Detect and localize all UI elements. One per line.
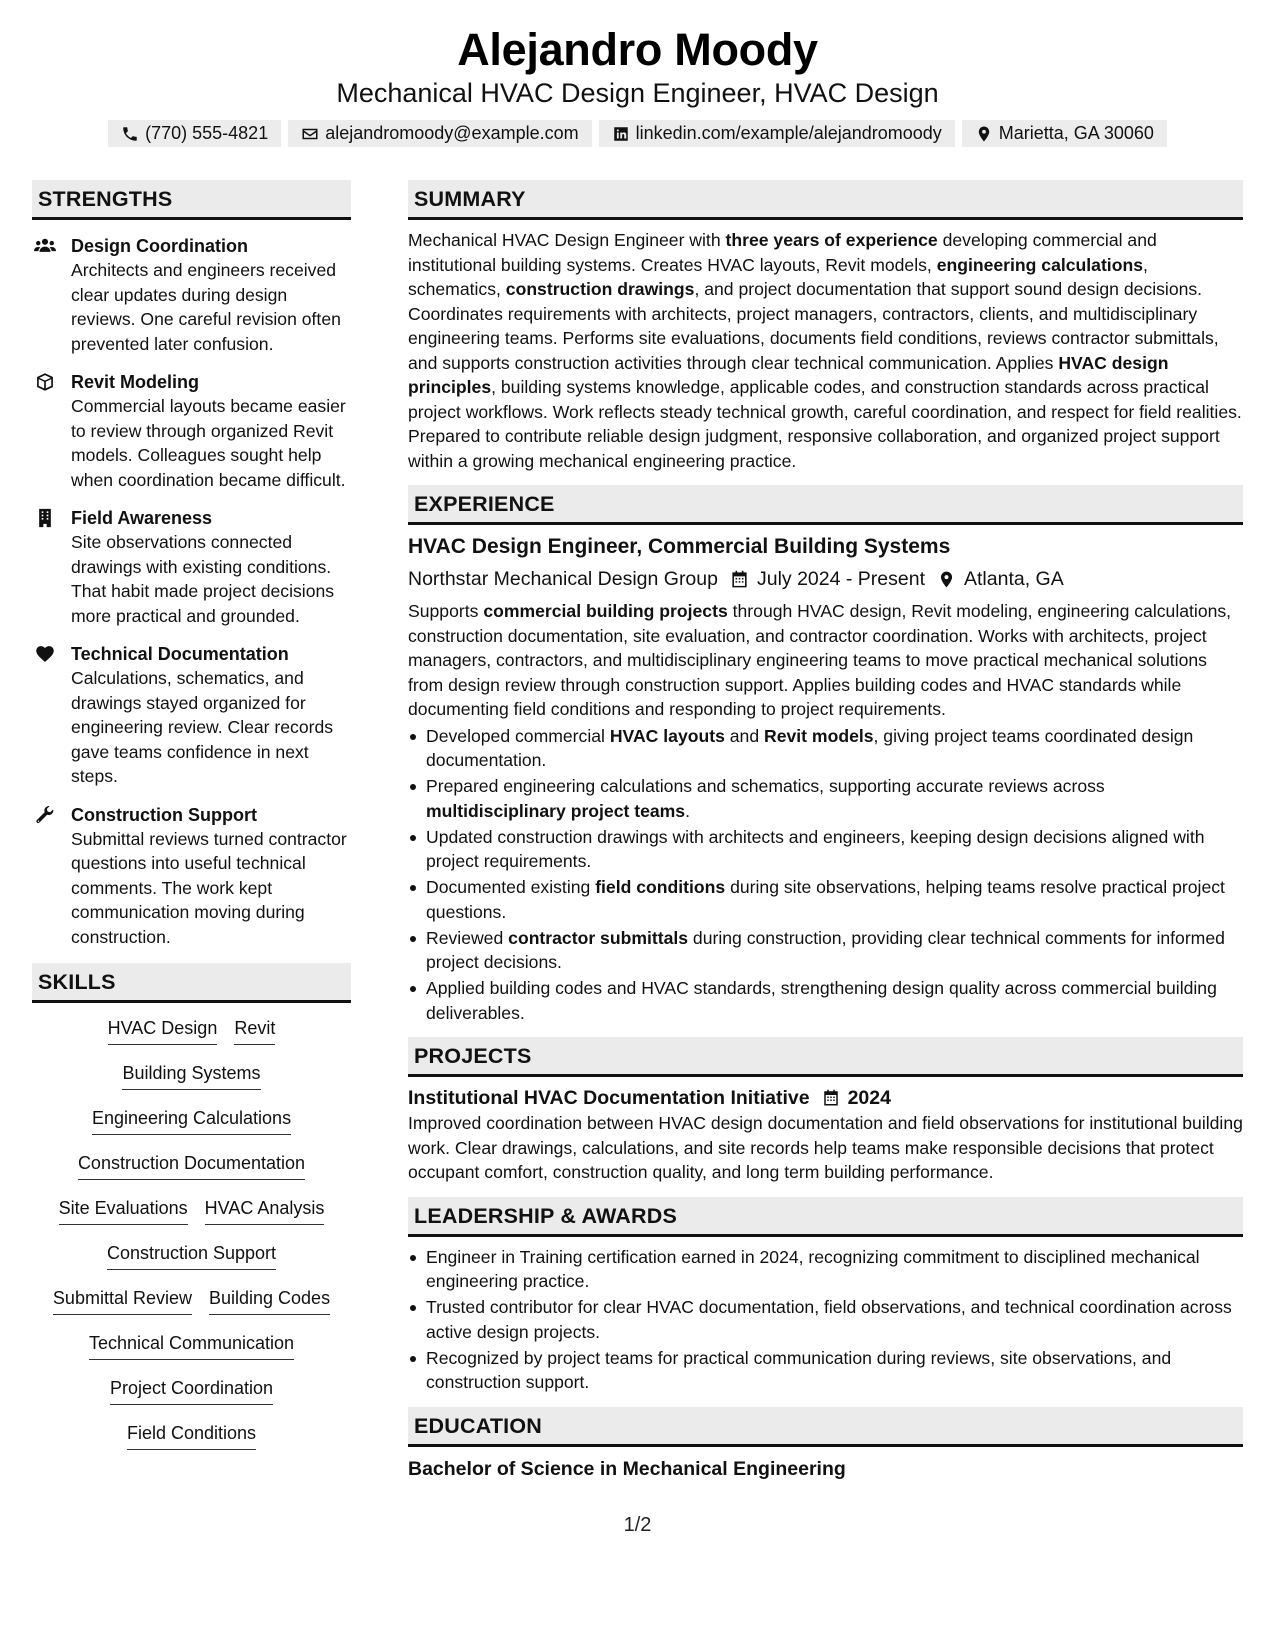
strength-item <box>32 234 351 356</box>
emphasis-text: contractor submittals <box>508 927 689 948</box>
skill-row <box>32 1195 351 1240</box>
skill-tag: Building Systems <box>122 1060 260 1090</box>
strength-item <box>32 803 351 950</box>
job-title: HVAC Design Engineer, Commercial Building Systems <box>408 535 951 558</box>
skills-heading: SKILLS <box>32 963 351 1003</box>
skill-tag: Revit <box>234 1015 275 1045</box>
left-column <box>32 180 351 1465</box>
phone-icon <box>121 125 139 143</box>
skills-list <box>32 1015 351 1465</box>
contact-linkedin[interactable] <box>599 120 955 147</box>
emphasis-text: commercial building projects <box>483 601 728 621</box>
contact-location <box>962 120 1167 147</box>
strength-title: Revit Modeling <box>71 372 200 392</box>
projects-heading: PROJECTS <box>408 1037 1243 1077</box>
linkedin-icon <box>612 125 630 143</box>
candidate-name: Alejandro Moody <box>457 24 818 75</box>
strength-title: Construction Support <box>71 804 257 825</box>
skill-tag: Field Conditions <box>127 1420 256 1450</box>
skill-row <box>32 1060 351 1105</box>
skill-tag: HVAC Design <box>108 1015 218 1045</box>
contact-phone <box>108 120 281 147</box>
summary-heading: SUMMARY <box>408 180 1243 220</box>
job-meta <box>408 565 1243 593</box>
building-icon <box>34 508 56 530</box>
education-heading: EDUCATION <box>408 1407 1243 1447</box>
job-company: Northstar Mechanical Design Group <box>408 568 718 590</box>
skill-row <box>32 1330 351 1375</box>
strength-text: Calculations, schematics, and drawings stayed organized for engineering review. Clear records gave teams confidence in next steps. <box>71 668 334 786</box>
emphasis-text: HVAC design principles <box>408 352 1169 397</box>
job-bullet: Documented existing field conditions during site observations, helping teams resolve practical project questions. <box>408 875 1243 924</box>
contact-email-text: alejandromoody@example.com <box>325 123 579 143</box>
skill-row <box>32 1150 351 1195</box>
emphasis-text: HVAC layouts <box>609 725 725 746</box>
contact-linkedin-text: linkedin.com/example/alejandromoody <box>635 123 942 143</box>
users-icon <box>34 236 56 258</box>
leadership-bullets <box>408 1245 1243 1395</box>
skill-row <box>32 1015 351 1060</box>
skill-row <box>32 1375 351 1420</box>
emphasis-text: Revit models <box>764 725 874 746</box>
job-location: Atlanta, GA <box>964 568 1064 590</box>
skill-tag: Engineering Calculations <box>92 1105 291 1135</box>
experience-heading: EXPERIENCE <box>408 485 1243 525</box>
job-bullet: Developed commercial HVAC layouts and Revit models, giving project teams coordinated design documentation. <box>408 724 1243 773</box>
right-column <box>408 180 1243 1483</box>
job-bullet: Applied building codes and HVAC standards, strengthening design quality across commercial building deliverables. <box>408 976 1243 1025</box>
skill-tag: Project Coordination <box>110 1375 273 1405</box>
skill-tag: Building Codes <box>209 1285 330 1315</box>
job-bullet: Reviewed contractor submittals during construction, providing clear technical comments for informed project decisions. <box>408 926 1243 975</box>
skill-tag: HVAC Analysis <box>205 1195 325 1225</box>
contact-bar <box>0 120 1275 147</box>
leadership-bullet: Engineer in Training certification earned in 2024, recognizing commitment to disciplined mechanical engineering practice. <box>408 1245 1243 1294</box>
skill-tag: Site Evaluations <box>59 1195 188 1225</box>
emphasis-text: field conditions <box>595 877 726 897</box>
skill-row <box>32 1240 351 1285</box>
skill-row <box>32 1105 351 1150</box>
emphasis-text: multidisciplinary project teams <box>426 800 686 821</box>
contact-email[interactable] <box>288 120 591 147</box>
strength-title: Technical Documentation <box>71 644 289 664</box>
strength-item <box>32 370 351 492</box>
skill-tag: Submittal Review <box>53 1285 192 1315</box>
education-degree: Bachelor of Science in Mechanical Engineering <box>408 1457 846 1480</box>
map-pin-icon <box>937 570 956 589</box>
map-pin-icon <box>975 125 993 143</box>
heart-icon <box>34 644 56 666</box>
skill-row <box>32 1285 351 1330</box>
job-bullet: Updated construction drawings with architects and engineers, keeping design decisions aligned with project requirements. <box>408 825 1243 874</box>
strength-text: Commercial layouts became easier to review through organized Revit models. Colleagues sought help when coordination became difficult. <box>71 396 346 490</box>
calendar-icon <box>822 1089 840 1107</box>
strength-title: Design Coordination <box>71 236 248 256</box>
candidate-headline: Mechanical HVAC Design Engineer, HVAC Design <box>336 78 939 108</box>
skill-tag: Technical Communication <box>89 1330 294 1360</box>
strength-item <box>32 506 351 628</box>
job-dates: July 2024 - Present <box>756 568 925 590</box>
leadership-bullet: Trusted contributor for clear HVAC documentation, field observations, and technical coordination across active design projects. <box>408 1295 1243 1344</box>
wrench-icon <box>34 805 56 827</box>
skill-row <box>32 1420 351 1465</box>
contact-phone-text: (770) 555-4821 <box>145 123 269 143</box>
project-description: Improved coordination between HVAC design documentation and field observations for institutional building work. Clear drawings, calculations, and site records help teams make responsible decisions that protect occupant comfort, construction quality, and long term building performance. <box>408 1113 1243 1182</box>
calendar-icon <box>730 570 749 589</box>
project-title: Institutional HVAC Documentation Initiative <box>408 1087 810 1109</box>
cube-icon <box>34 372 56 394</box>
job-bullet: Prepared engineering calculations and schematics, supporting accurate reviews across multidisciplinary project teams. <box>408 774 1243 823</box>
strength-text: Site observations connected drawings with existing conditions. That habit made project decisions more practical and grounded. <box>71 532 335 626</box>
job-bullets <box>408 724 1243 1026</box>
envelope-icon <box>301 125 319 143</box>
strength-item <box>32 642 351 789</box>
summary-text: Mechanical HVAC Design Engineer with three years of experience developing commercial and institutional building systems. Creates HVAC layouts, Revit models, engineering calculations, schematics, construction drawings, and project documentation that support sound design decisions. Coordinates requirements with architects, project managers, contractors, clients, and multidisciplinary engineering teams. Performs site evaluations, documents field conditions, reviews contractor submittals, and supports construction activities through clear technical communication. Applies HVAC design principles, building systems knowledge, applicable codes, and construction standards across practical project workflows. Work reflects steady technical growth, careful coordination, and respect for field realities. Prepared to contribute reliable design judgment, responsive collaboration, and organized project support within a growing mechanical engineering practice. <box>408 230 1242 471</box>
emphasis-text: three years of experience <box>725 230 938 250</box>
contact-location-text: Marietta, GA 30060 <box>998 123 1154 143</box>
resume-header <box>0 24 1275 147</box>
emphasis-text: construction drawings <box>505 279 695 299</box>
project-header <box>408 1085 1243 1111</box>
leadership-bullet: Recognized by project teams for practical communication during reviews, site observations, and construction support. <box>408 1346 1243 1395</box>
strength-text: Architects and engineers received clear updates during design reviews. One careful revision often prevented later confusion. <box>71 260 341 354</box>
leadership-heading: LEADERSHIP & AWARDS <box>408 1197 1243 1237</box>
project-date: 2024 <box>847 1087 891 1109</box>
skill-tag: Construction Support <box>107 1240 276 1270</box>
job-description: Supports commercial building projects through HVAC design, Revit modeling, engineering calculations, construction documentation, site evaluation, and contractor coordination. Works with architects, project managers, contractors, and multidisciplinary engineering teams to move practical mechanical solutions from design review through construction support. Applies building codes and HVAC standards while documenting field conditions and responding to project requirements. <box>408 601 1232 719</box>
strength-text: Submittal reviews turned contractor questions into useful technical comments. The work kept communication moving during construction. <box>71 828 347 947</box>
page-number: 1/2 <box>623 1514 652 1536</box>
skill-tag: Construction Documentation <box>78 1150 305 1180</box>
strengths-heading: STRENGTHS <box>32 180 351 220</box>
strengths-list <box>32 234 351 949</box>
emphasis-text: engineering calculations <box>936 254 1143 275</box>
strength-title: Field Awareness <box>71 508 213 528</box>
